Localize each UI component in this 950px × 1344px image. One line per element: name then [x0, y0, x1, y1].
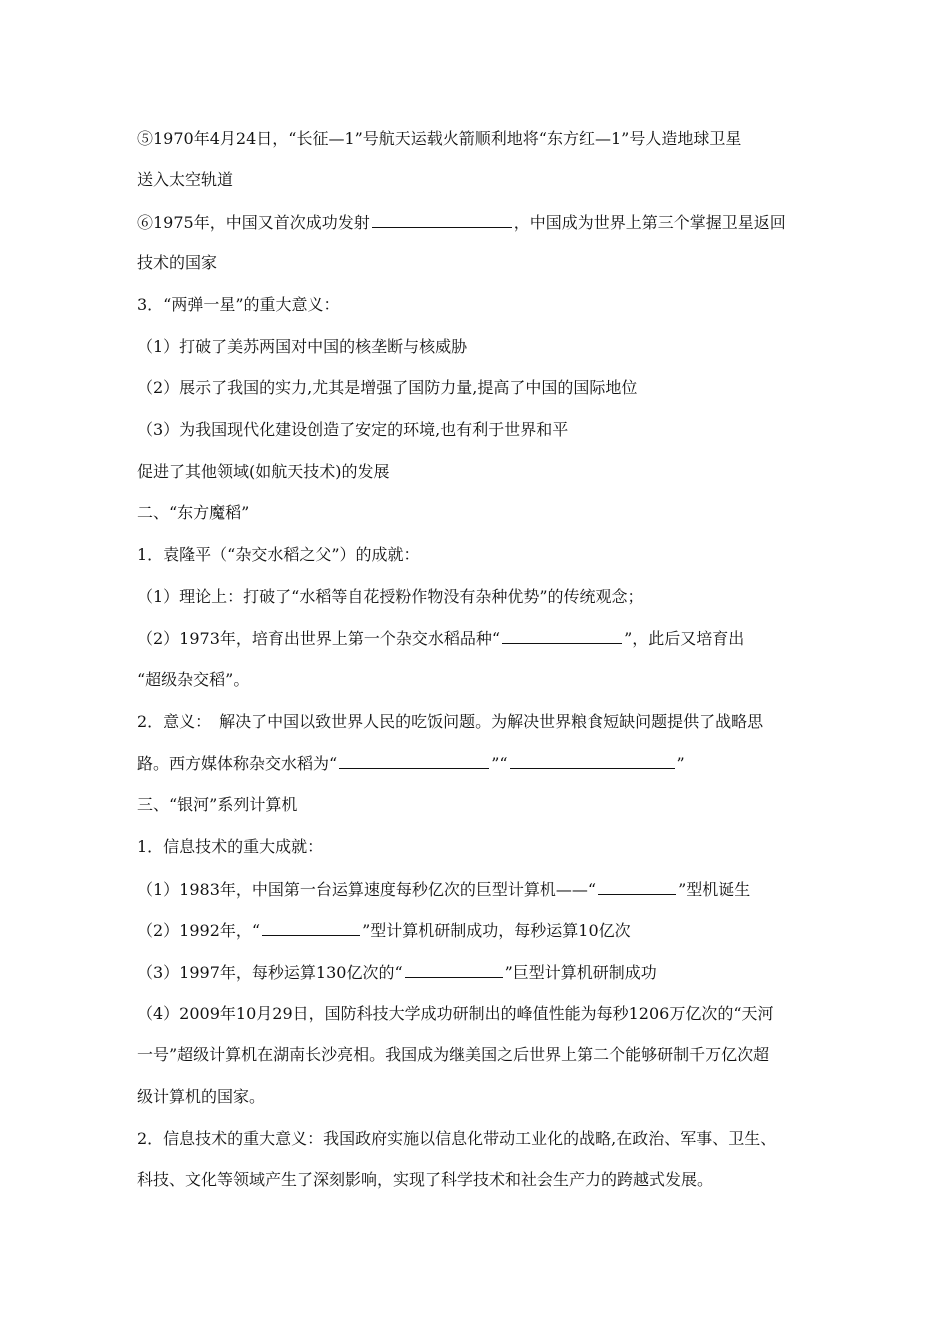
- significance-point-1: [137, 337, 827, 357]
- achievement-text: （4）2009年10月29日，国防科技大学成功研制出的峰值性能为每秒1206万亿次的“天河: [137, 1004, 774, 1023]
- it-achievement-1: [137, 879, 827, 900]
- heading-text: 1．袁隆平（“杂交水稻之父”）的成就：: [137, 545, 420, 564]
- fill-in-blank[interactable]: [372, 212, 512, 228]
- heading-text: 1．信息技术的重大成就：: [137, 837, 324, 856]
- significance-point-3: [137, 420, 827, 440]
- achievement-text-after-blank: ”型机诞生: [678, 880, 751, 899]
- point-text: 促进了其他领域(如航天技术)的发展: [137, 462, 390, 481]
- it-significance: [137, 1129, 827, 1149]
- item-6-continued: [137, 253, 827, 273]
- achievement-text-before-blank: （2）1973年，培育出世界上第一个杂交水稻品种“: [137, 629, 501, 648]
- item-6-satellite-return: [137, 212, 827, 233]
- significance-point-2: [137, 378, 827, 398]
- closing-quote: ”: [676, 754, 685, 773]
- significance-point-3-continued: [137, 462, 827, 482]
- point-text: （2）展示了我国的实力,尤其是增强了国防力量,提高了中国的国际地位: [137, 378, 638, 397]
- item-5-text-continued: 送入太空轨道: [137, 170, 234, 189]
- fill-in-blank[interactable]: [502, 628, 622, 644]
- achievement-text-after-blank: ”型计算机研制成功，每秒运算10亿次: [362, 921, 631, 940]
- yuan-achievement-1: [137, 587, 827, 607]
- significance-text: 2．意义： 解决了中国以致世界人民的吃饭问题。为解决世界粮食短缺问题提供了战略思: [137, 712, 764, 731]
- item-5-text: ⑤1970年4月24日，“长征—1”号航天运载火箭顺利地将“东方红—1”号人造地球卫星: [137, 129, 742, 148]
- achievement-text-before-blank: （1）1983年，中国第一台运算速度每秒亿次的巨型计算机——“: [137, 880, 597, 899]
- item-6-text-before-blank: ⑥1975年，中国又首次成功发射: [137, 213, 370, 232]
- rice-significance-continued: [137, 753, 827, 774]
- section-heading-significance: [137, 295, 827, 315]
- section-title: 二、“东方魔稻”: [137, 503, 250, 522]
- significance-text-before-blank: 路。西方媒体称杂交水稻为“: [137, 754, 338, 773]
- it-achievement-2: [137, 920, 827, 941]
- it-significance-continued: [137, 1170, 827, 1190]
- it-achievement-4-continued: [137, 1045, 827, 1065]
- achievement-text: 一号”超级计算机在湖南长沙亮相。我国成为继美国之后世界上第二个能够研制千万亿次超: [137, 1045, 770, 1064]
- achievement-text: 级计算机的国家。: [137, 1087, 266, 1106]
- item-6-text-after-blank: ，中国成为世界上第三个掌握卫星返回: [513, 213, 786, 232]
- point-text: （1）打破了美苏两国对中国的核垄断与核威胁: [137, 337, 468, 356]
- it-achievement-3: [137, 962, 827, 983]
- rice-significance: [137, 712, 827, 732]
- it-achievements-heading: [137, 837, 827, 857]
- item-6-text-continued: 技术的国家: [137, 253, 218, 272]
- heading-text: 3．“两弹一星”的重大意义：: [137, 295, 340, 314]
- it-achievement-4: [137, 1004, 827, 1024]
- achievement-text: “超级杂交稻”。: [137, 670, 250, 689]
- section-2-heading: [137, 503, 827, 523]
- achievement-text-before-blank: （3）1997年，每秒运算130亿次的“: [137, 963, 403, 982]
- achievement-text-before-blank: （2）1992年，“: [137, 921, 261, 940]
- achievement-text-after-blank: ”巨型计算机研制成功: [504, 963, 657, 982]
- quote-separator: ”“: [491, 754, 508, 773]
- achievement-text-after-blank: ”，此后又培育出: [624, 629, 745, 648]
- fill-in-blank[interactable]: [262, 920, 360, 936]
- fill-in-blank[interactable]: [598, 879, 676, 895]
- fill-in-blank[interactable]: [405, 962, 503, 978]
- significance-text: 科技、文化等领域产生了深刻影响，实现了科学技术和社会生产力的跨越式发展。: [137, 1170, 714, 1189]
- fill-in-blank[interactable]: [510, 753, 675, 769]
- point-text: （3）为我国现代化建设创造了安定的环境,也有利于世界和平: [137, 420, 569, 439]
- item-5-continued: [137, 170, 827, 190]
- it-achievement-4-end: [137, 1087, 827, 1107]
- section-title: 三、“银河”系列计算机: [137, 795, 298, 814]
- yuan-achievement-2: [137, 628, 827, 649]
- item-5-dongfanghong-satellite: [137, 129, 827, 149]
- yuan-achievement-2-continued: [137, 670, 827, 690]
- fill-in-blank[interactable]: [339, 753, 489, 769]
- achievement-text: （1）理论上：打破了“水稻等自花授粉作物没有杂种优势”的传统观念；: [137, 587, 644, 606]
- significance-text: 2．信息技术的重大意义：我国政府实施以信息化带动工业化的战略,在政治、军事、卫生、: [137, 1129, 777, 1148]
- yuan-longping-heading: [137, 545, 827, 565]
- section-3-heading: [137, 795, 827, 815]
